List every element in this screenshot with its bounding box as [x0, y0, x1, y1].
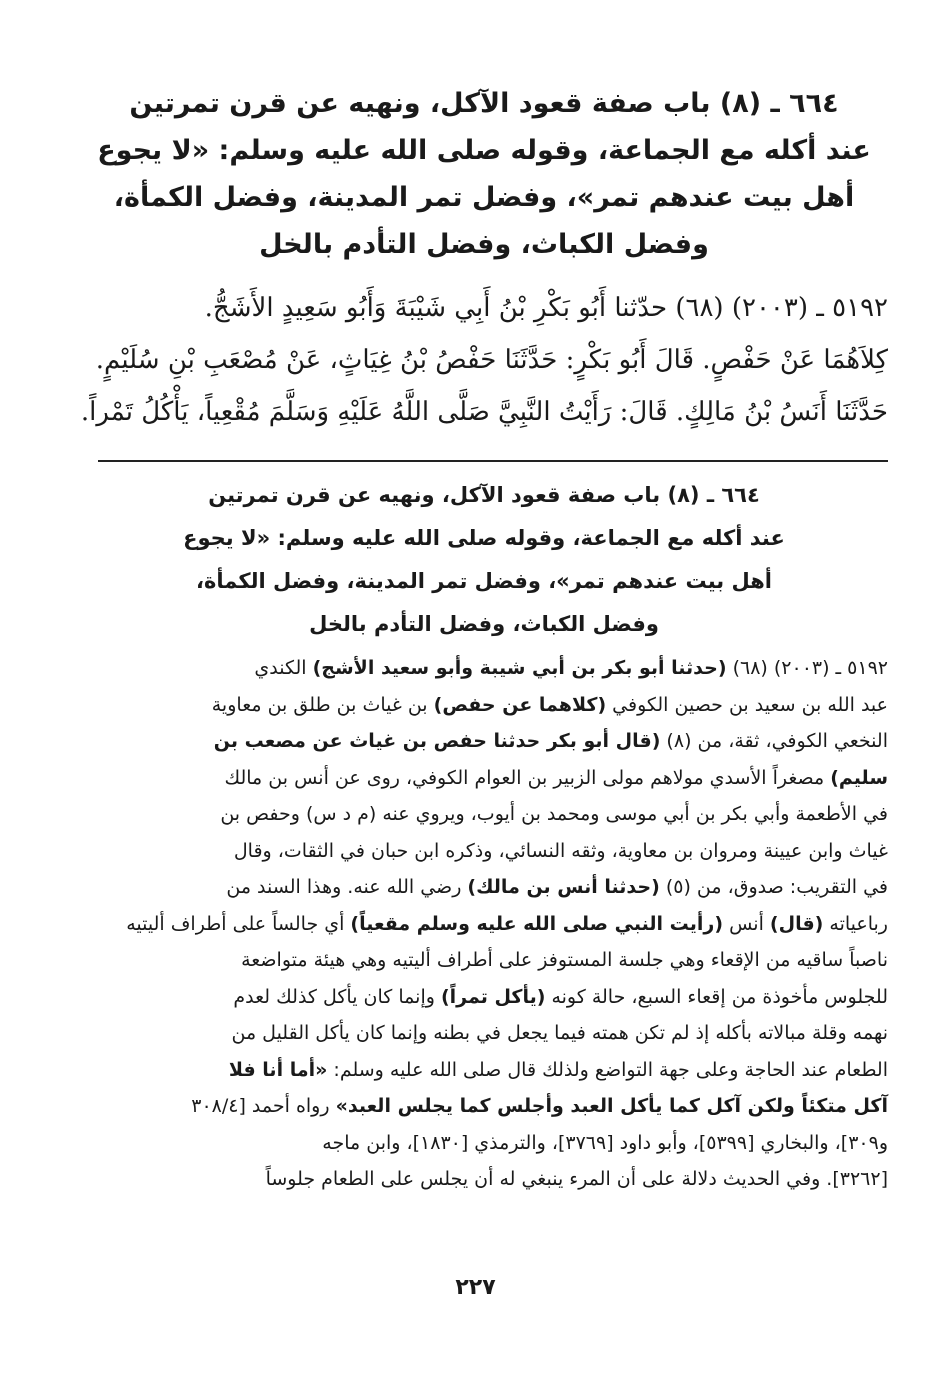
commentary-line — [80, 760, 888, 797]
commentary-heading-line: أهل بيت عندهم تمر»، وفضل تمر المدينة، وفضل الكمأة، — [196, 569, 772, 593]
commentary-line — [80, 869, 888, 906]
commentary-line: و٣٠٩]، والبخاري [٥٣٩٩]، وأبو داود [٣٧٦٩]، والترمذي [١٨٣٠]، وابن ماجه — [322, 1131, 888, 1154]
chapter-heading-line: وفضل الكباث، وفضل التأدم بالخل — [259, 229, 709, 260]
chapter-heading-line: عند أكله مع الجماعة، وقوله صلى الله عليه وسلم: «لا يجوع — [97, 135, 871, 166]
quoted-text: سليم) — [830, 766, 888, 789]
text-run: بن غياث بن طلق بن معاوية — [211, 693, 434, 716]
chapter-heading-line: ٦٦٤ ـ (٨) باب صفة قعود الآكل، ونهيه عن قرن تمرتين — [129, 88, 839, 119]
hadith-line: حَدَّثَنَا أَنَسُ بْنُ مَالِكٍ. قَالَ: رَأَيْتُ النَّبِيَّ صَلَّى اللَّهُ عَلَيْهِ وَسَلَّمَ مُقْعِياً، يَأْكُلُ تَمْراً. — [80, 397, 888, 427]
hadith-text — [80, 282, 888, 438]
commentary-line: في الأطعمة وأبي بكر بن أبي موسى ومحمد بن أيوب، ويروي عنه (م د س) وحفص بن — [220, 803, 888, 825]
commentary-heading — [80, 474, 888, 646]
page-content — [80, 80, 888, 1198]
quoted-text: (حدثنا أبو بكر بن أبي شيبة وأبو سعيد الأشج) — [312, 657, 727, 679]
commentary-line — [80, 687, 888, 724]
text-run: ٥١٩٢ ـ (٢٠٠٣) (٦٨) — [726, 657, 888, 679]
text-run: مصغراً الأسدي مولاهم مولى الزبير بن العوام الكوفي، روى عن أنس بن مالك — [224, 766, 831, 789]
text-run: عبد الله بن سعيد بن حصين الكوفي — [606, 693, 888, 716]
commentary-line — [80, 979, 888, 1016]
quoted-text: آكل متكئاً ولكن آكل كما يأكل العبد وأجلس كما يجلس العبد» — [335, 1095, 888, 1117]
section-divider — [98, 460, 888, 462]
text-run: أنس — [723, 912, 770, 935]
commentary-heading-line: ٦٦٤ ـ (٨) باب صفة قعود الآكل، ونهيه عن قرن تمرتين — [208, 483, 760, 507]
quoted-text: «أما أنا فلا — [228, 1058, 328, 1081]
text-run: أي جالساً على أطراف أليتيه — [126, 912, 351, 935]
commentary-line: ناصباً ساقيه من الإقعاء وهي جلسة المستوفز على أطراف أليتيه وهي هيئة متواضعة — [241, 949, 888, 971]
commentary-line: نهمه وقلة مبالاته بأكله إذ لم تكن همته فيما يجعل في بطنه وإنما كان يأكل القليل من — [231, 1022, 888, 1044]
quoted-text: (قال أبو بكر حدثنا حفص بن غياث عن مصعب بن — [213, 730, 661, 752]
chapter-heading — [80, 80, 888, 268]
text-run: رباعياته — [823, 912, 888, 935]
hadith-line: ٥١٩٢ ـ (٢٠٠٣) (٦٨) حدّثنا أَبُو بَكْرِ بْنُ أَبِي شَيْبَةَ وَأَبُو سَعِيدٍ الأَشَجُّ. — [204, 293, 888, 323]
commentary-text — [80, 650, 888, 1198]
text-run: رواه أحمد [٣٠٨/٤ — [191, 1095, 336, 1117]
text-run: وإنما كان يأكل كذلك لعدم — [233, 985, 441, 1008]
text-run: في التقريب: صدوق، من (٥) — [659, 876, 888, 898]
quoted-text: (رأيت النبي صلى الله عليه وسلم مقعياً) — [350, 912, 724, 935]
quoted-text: (كلاهما عن حفص) — [433, 693, 607, 716]
text-run: الطعام عند الحاجة وعلى جهة التواضع ولذلك قال صلى الله عليه وسلم: — [327, 1058, 888, 1081]
commentary-line: [٣٢٦٢]. وفي الحديث دلالة على أن المرء ينبغي له أن يجلس على الطعام جلوساً — [265, 1168, 888, 1190]
chapter-heading-line: أهل بيت عندهم تمر»، وفضل تمر المدينة، وفضل الكمأة، — [113, 182, 855, 213]
commentary-line — [80, 1088, 888, 1125]
commentary-line — [80, 650, 888, 687]
text-run: الكندي — [254, 657, 313, 679]
commentary-line — [80, 906, 888, 943]
text-run: النخعي الكوفي، ثقة، من (٨) — [660, 730, 888, 752]
quoted-text: (حدثنا أنس بن مالك) — [467, 876, 660, 898]
commentary-line — [80, 723, 888, 760]
quoted-text: (يأكل تمراً) — [440, 985, 546, 1008]
commentary-line: غياث وابن عيينة ومروان بن معاوية، وثقه النسائي، وذكره ابن حبان في الثقات، وقال — [233, 839, 888, 862]
quoted-text: (قال) — [769, 912, 824, 935]
commentary-heading-line: وفضل الكباث، وفضل التأدم بالخل — [309, 612, 659, 636]
text-run: رضي الله عنه. وهذا السند من — [226, 876, 468, 898]
hadith-line: كِلاَهُمَا عَنْ حَفْصٍ. قَالَ أَبُو بَكْرٍ: حَدَّثَنَا حَفْصُ بْنُ غِيَاثٍ، عَنْ مُصْعَبِ بْنِ سُلَيْمٍ. — [95, 345, 888, 375]
page-number: ٢٢٧ — [455, 1275, 496, 1300]
commentary-line — [80, 1052, 888, 1089]
text-run: للجلوس مأخوذة من إقعاء السبع، حالة كونه — [545, 985, 888, 1008]
commentary-heading-line: عند أكله مع الجماعة، وقوله صلى الله عليه وسلم: «لا يجوع — [183, 526, 785, 550]
